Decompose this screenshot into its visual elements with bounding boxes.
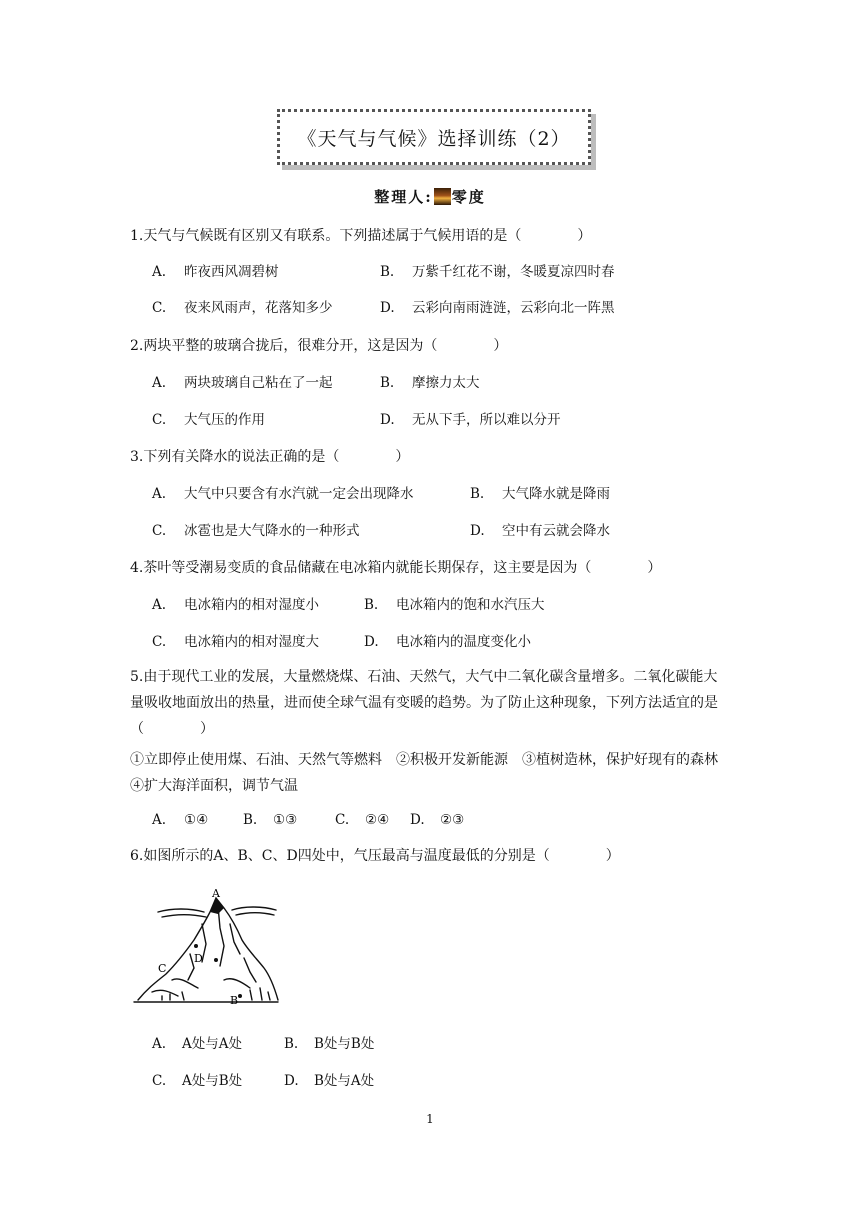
q4-option-c: C. 电冰箱内的相对湿度大 [152, 634, 319, 650]
q2-option-b: B. 摩擦力太大 [380, 375, 480, 391]
q3-option-d: D. 空中有云就会降水 [470, 523, 610, 539]
q1-option-d: D. 云彩向南雨涟涟，云彩向北一阵黑 [380, 300, 615, 316]
question-5-statements: ①立即停止使用煤、石油、天然气等燃料 ②积极开发新能源 ③植树造林，保护好现有的森林④扩大海洋面积，调节气温 [130, 752, 718, 794]
question-1-stem: 1.天气与气候既有区别又有联系。下列描述属于气候用语的是（ ） [130, 228, 592, 244]
question-6-stem: 6.如图所示的A、B、C、D四处中，气压最高与温度最低的分别是（ ） [130, 848, 620, 864]
document-title: 《天气与气候》选择训练（2） [277, 109, 591, 165]
author-line [0, 186, 860, 207]
q2-option-a: A. 两块玻璃自己粘在了一起 [152, 375, 333, 391]
q1-option-a: A. 昨夜西风凋碧树 [152, 264, 279, 280]
q6-option-b: B. B处与B处 [284, 1036, 375, 1052]
figure-label-c: C [158, 962, 167, 975]
figure-label-a: A [212, 887, 220, 900]
author-name: 零度 [451, 188, 486, 206]
q2-option-d: D. 无从下手，所以难以分开 [380, 412, 561, 428]
question-2-stem: 2.两块平整的玻璃合拢后，很难分开，这是因为（ ） [130, 338, 508, 354]
page-number: 1 [426, 1112, 434, 1126]
q3-option-a: A. 大气中只要含有水汽就一定会出现降水 [152, 486, 414, 502]
question-3-stem: 3.下列有关降水的说法正确的是（ ） [130, 449, 410, 465]
figure-label-d: D [194, 952, 203, 965]
q5-option-d: D. ②③ [410, 812, 465, 828]
author-prefix: 整理人: [374, 188, 433, 206]
q6-option-c: C. A处与B处 [152, 1073, 243, 1089]
question-4-stem: 4.茶叶等受潮易变质的食品储藏在电冰箱内就能长期保存，这主要是因为（ ） [130, 560, 662, 576]
q4-option-d: D. 电冰箱内的温度变化小 [364, 634, 531, 650]
q3-option-c: C. 冰雹也是大气降水的一种形式 [152, 523, 360, 539]
q5-option-b: B. ①③ [243, 812, 298, 828]
figure-label-b: B [230, 994, 239, 1006]
q4-option-a: A. 电冰箱内的相对湿度小 [152, 597, 319, 613]
question-5-stem: 5.由于现代工业的发展，大量燃烧煤、石油、天然气，大气中二氧化碳含量增多。二氧化碳能大量吸收地面放出的热量，进而使全球气温有变暖的趋势。为了防止这种现象，下列方法适宜的是（ ） [130, 669, 718, 737]
q5-option-c: C. ②④ [335, 812, 390, 828]
q6-option-d: D. B处与A处 [284, 1073, 375, 1089]
q5-option-a: A. ①④ [152, 812, 209, 828]
q1-option-b: B. 万紫千红花不谢，冬暖夏凉四时春 [380, 264, 615, 280]
author-avatar [434, 188, 451, 205]
q3-option-b: B. 大气降水就是降雨 [470, 486, 610, 502]
q2-option-c: C. 大气压的作用 [152, 412, 265, 428]
q6-option-a: A. A处与A处 [152, 1036, 242, 1052]
q4-option-b: B. 电冰箱内的饱和水汽压大 [364, 597, 545, 613]
q1-option-c: C. 夜来风雨声，花落知多少 [152, 300, 333, 316]
mountain-figure [132, 884, 280, 1006]
